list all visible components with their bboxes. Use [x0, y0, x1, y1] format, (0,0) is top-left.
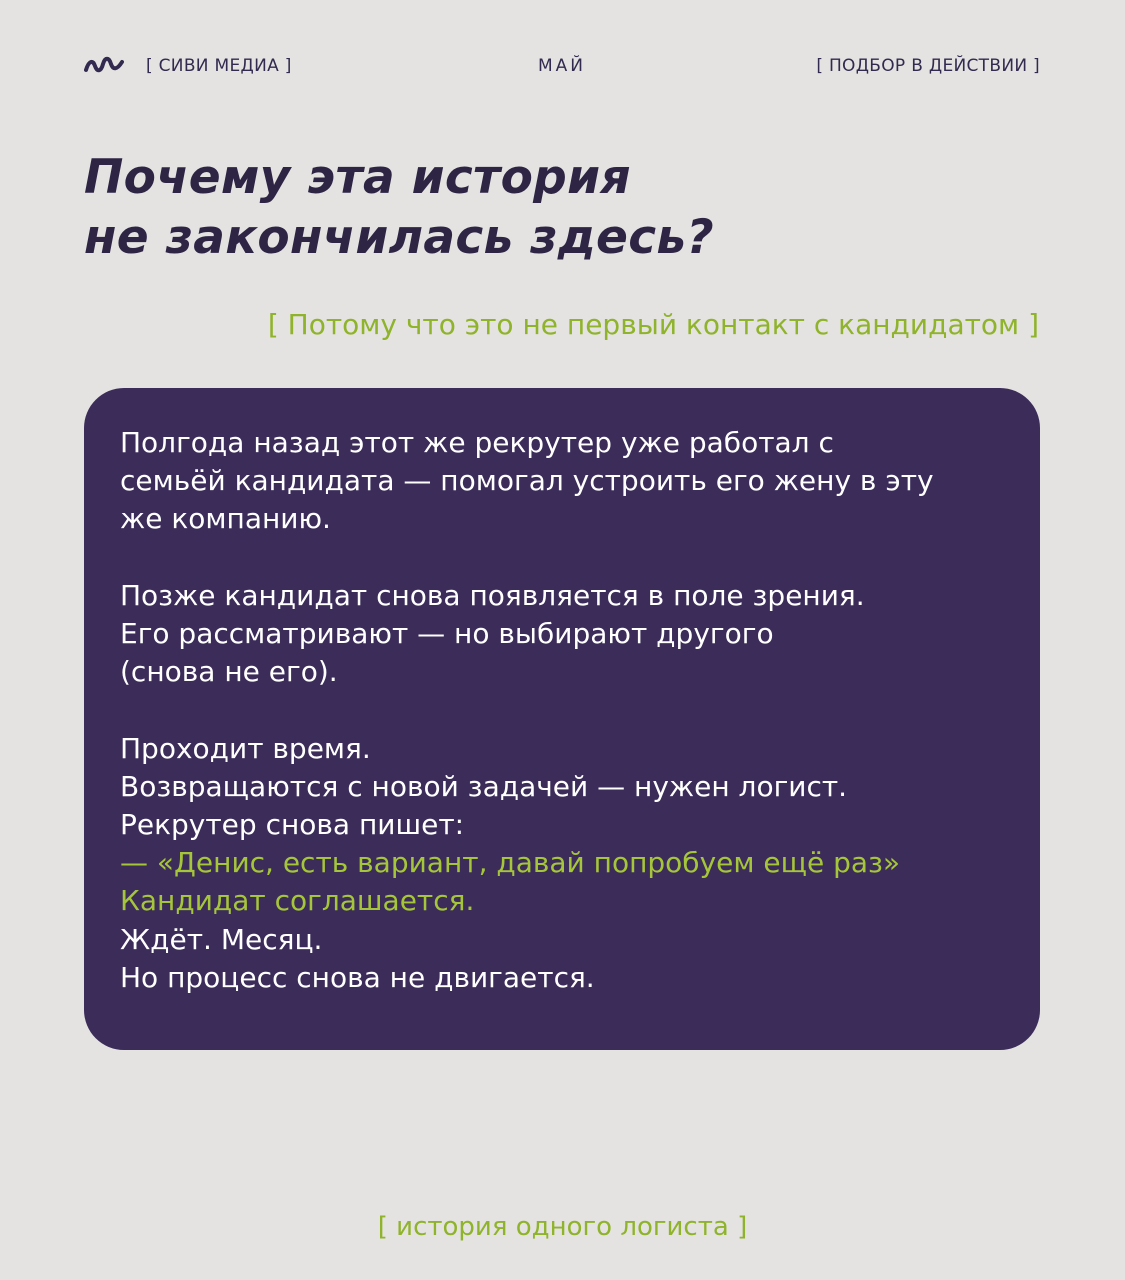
- story-line: семьёй кандидата — помогал устроить его жену в эту: [120, 464, 934, 498]
- story-line: (снова не его).: [120, 655, 338, 689]
- story-line: Полгода назад этот же рекрутер уже работал с: [120, 426, 834, 459]
- brand-label: [ СИВИ МЕДИА ]: [146, 56, 292, 76]
- story-line: Рекрутер снова пишет:: [120, 808, 465, 841]
- header: [84, 50, 1040, 82]
- page-title: [84, 148, 714, 268]
- footer-caption: [ история одного логиста ]: [377, 1212, 748, 1242]
- story-line: Но процесс снова не двигается.: [120, 960, 595, 994]
- story-text: [120, 424, 1010, 997]
- title-line-1: Почему эта история: [84, 150, 631, 205]
- quote-line: — «Денис, есть вариант, давай попробуем ещё раз»: [120, 846, 901, 880]
- story-line: же компанию.: [120, 502, 331, 536]
- story-line: Ждёт. Месяц.: [120, 922, 323, 956]
- story-card: [84, 388, 1040, 1050]
- story-line: Позже кандидат снова появляется в поле зрения.: [120, 578, 865, 612]
- paragraph-gap: [120, 691, 1010, 729]
- subtitle: [ Потому что это не первый контакт с кандидатом ]: [267, 308, 1039, 341]
- story-line: Возвращаются с новой задачей — нужен логист.: [120, 769, 848, 803]
- paragraph-gap: [120, 539, 1010, 577]
- title-line-2: не закончилась здесь?: [84, 210, 714, 265]
- section-label: [ ПОДБОР В ДЕЙСТВИИ ]: [816, 56, 1040, 76]
- story-line: Проходит время.: [120, 731, 371, 765]
- agree-line: Кандидат соглашается.: [120, 884, 475, 918]
- month-label: МАЙ: [537, 56, 586, 76]
- story-line: Его рассматривают — но выбирают другого: [120, 617, 774, 650]
